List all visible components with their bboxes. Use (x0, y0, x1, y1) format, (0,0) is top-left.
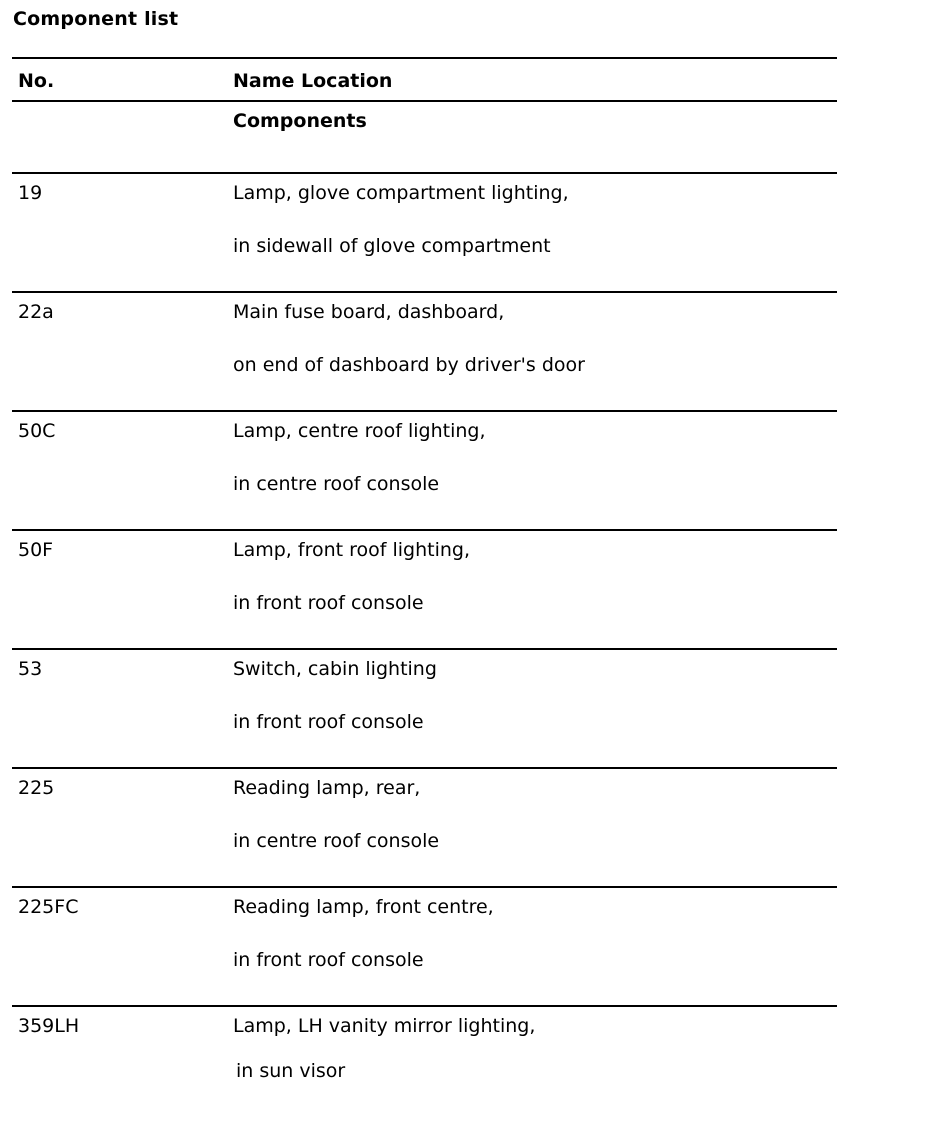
table-row (12, 529, 837, 648)
component-name: Lamp, centre roof lighting, (233, 420, 486, 442)
table-header-row (12, 57, 837, 100)
component-number: 53 (18, 658, 43, 680)
component-location: in front roof console (233, 949, 424, 971)
component-name: Lamp, front roof lighting, (233, 539, 471, 561)
component-number: 22a (18, 301, 54, 323)
component-number: 50C (18, 420, 56, 442)
component-location: in sidewall of glove compartment (233, 235, 551, 257)
component-location: in sun visor (236, 1060, 346, 1082)
table-row (12, 291, 837, 410)
table-row (12, 767, 837, 886)
component-location: in front roof console (233, 592, 424, 614)
component-location: in centre roof console (233, 830, 440, 852)
component-name: Lamp, glove compartment lighting, (233, 182, 569, 204)
component-name: Main fuse board, dashboard, (233, 301, 505, 323)
component-number: 225FC (18, 896, 79, 918)
component-name: Reading lamp, front centre, (233, 896, 494, 918)
component-table (12, 57, 837, 1124)
table-row (12, 410, 837, 529)
table-subheader-row (12, 100, 837, 172)
component-number: 225 (18, 777, 55, 799)
page-title: Component list (13, 8, 179, 30)
column-header-no: No. (18, 70, 55, 92)
component-number: 50F (18, 539, 54, 561)
component-name: Reading lamp, rear, (233, 777, 421, 799)
column-header-name-location: Name Location (233, 70, 393, 92)
component-name: Lamp, LH vanity mirror lighting, (233, 1015, 536, 1037)
component-location: on end of dashboard by driver's door (233, 354, 585, 376)
table-row (12, 1005, 837, 1124)
component-number: 359LH (18, 1015, 80, 1037)
section-heading-components: Components (233, 110, 367, 132)
component-location: in centre roof console (233, 473, 440, 495)
component-name: Switch, cabin lighting (233, 658, 437, 680)
table-row (12, 172, 837, 291)
table-row (12, 886, 837, 1005)
component-location: in front roof console (233, 711, 424, 733)
table-row (12, 648, 837, 767)
component-number: 19 (18, 182, 43, 204)
